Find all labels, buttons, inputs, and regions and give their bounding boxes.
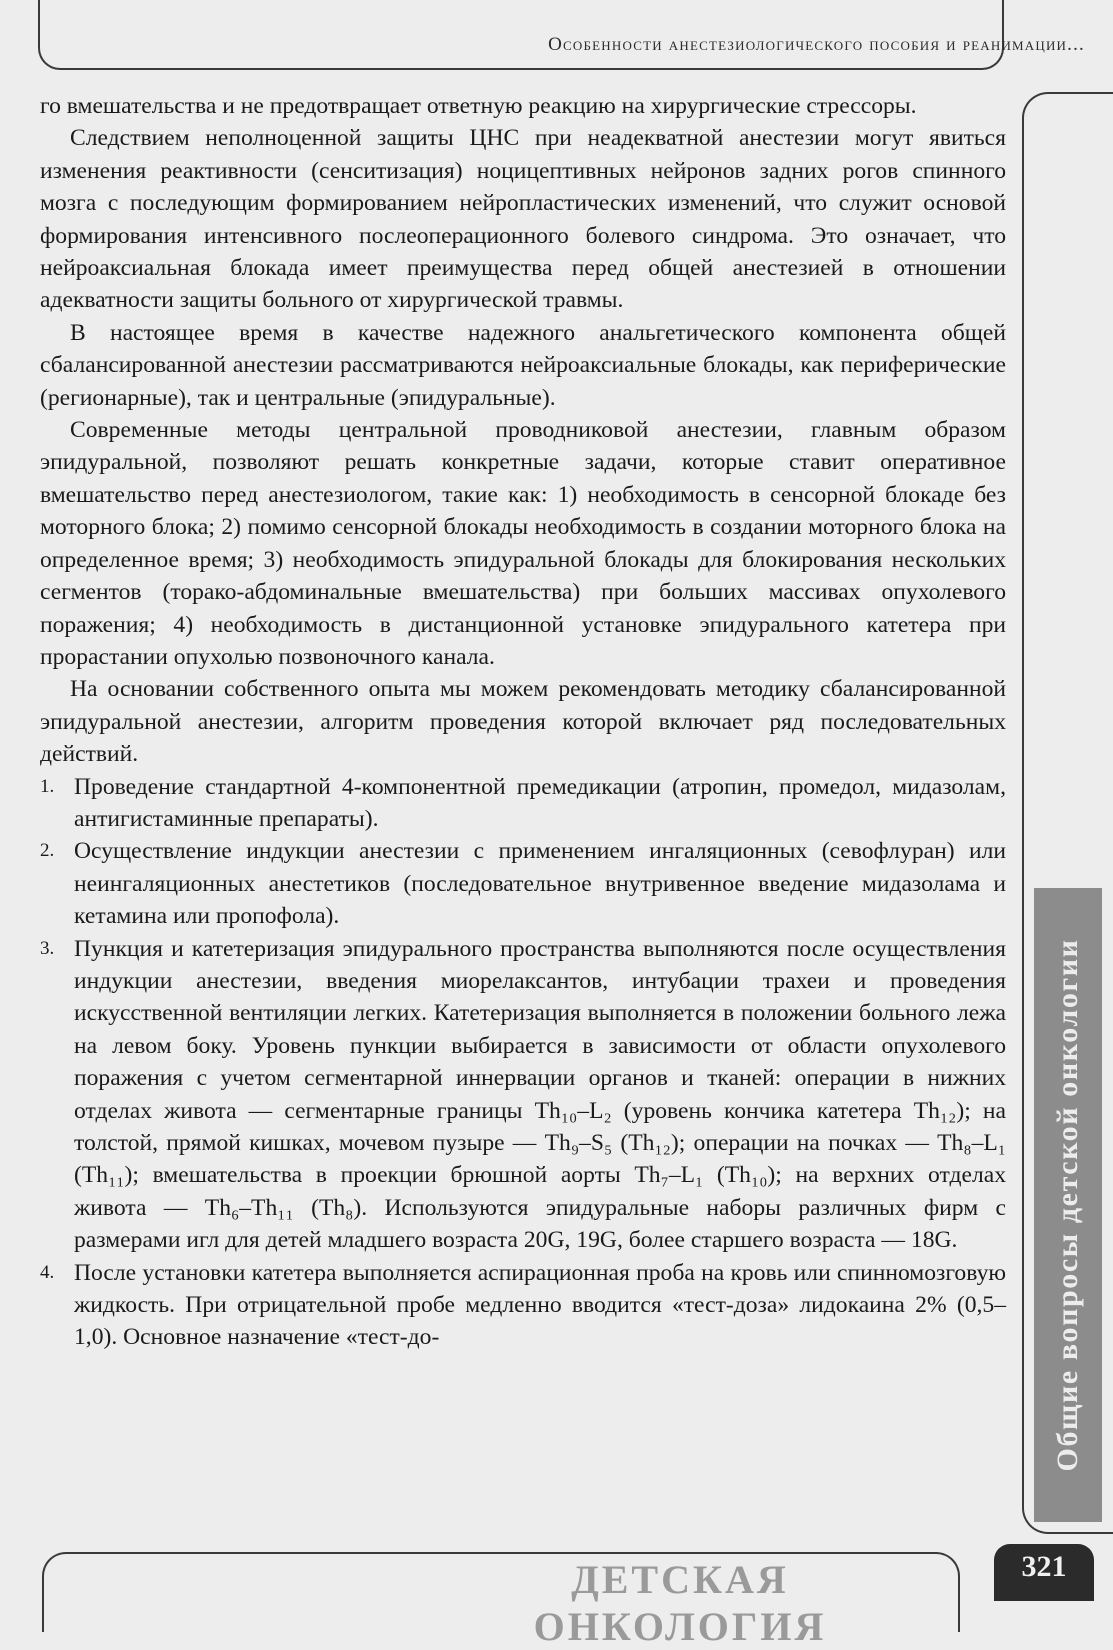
paragraph: В настоящее время в качестве надежного анальгетического компонента общей сбалансированной анестезии рассматриваются нейроаксиальные блокады, как периферические (регионарные), так и центральные (эпидуральные). (40, 319, 1006, 411)
steps-list (40, 771, 1006, 1354)
list-item-text: Осуществление индукции анестезии с применением ингаляционных (севофлуран) или неингаляционных анестетиков (последовательное внутривенное введение мидазолама и кетамина или пропофола). (74, 838, 1006, 930)
page-number: 321 (1021, 1550, 1067, 1583)
paragraph: Следствием неполноценной защиты ЦНС при неадекватной анестезии могут явиться изменения реактивности (сенситизация) ноцицептивных нейронов задних рогов спинного мозга с последующим формированием нейропластических изменений, что служит основой формирования интенсивного послеоперационного болевого синдрома. Это означает, что нейроаксиальная блокада имеет преимущества перед общей анестезией в отношении адекватности защиты больного от хирургической травмы. (40, 125, 1006, 314)
list-item (40, 771, 1006, 836)
page-body (40, 90, 1006, 1354)
list-item (40, 835, 1006, 932)
side-tab-label: Общие вопросы детской онкологии (1051, 938, 1084, 1472)
list-item-number: 3. (40, 937, 55, 959)
list-item-text: Проведение стандартной 4-компонентной премедикации (атропин, промедол, мидазолам, антигистаминные препараты). (74, 773, 1006, 832)
running-head: Особенности анестезиологического пособия и реанимации... (548, 34, 1085, 55)
list-item-number: 1. (40, 775, 55, 797)
paragraph: го вмешательства и не предотвращает ответную реакцию на хирургические стрессоры. (40, 93, 917, 119)
list-item (40, 1257, 1006, 1354)
book-title: ДЕТСКАЯ ОНКОЛОГИЯ (533, 1557, 827, 1649)
paragraph: Современные методы центральной проводниковой анестезии, главным образом эпидуральной, позволяют решать конкретные задачи, которые ставит оперативное вмешательство перед анестезиологом, такие как: 1) необходимость в сенсорной блокаде без моторного блока; 2) помимо сенсорной блокады необходимость в создании моторного блока на определенное время; 3) необходимость эпидуральной блокады для блокирования нескольких сегментов (торако-абдоминальные вмешательства) при больших массивах опухолевого поражения; 4) необходимость в дистанционной установке эпидурального катетера при прорастании опухолью позвоночного канала. (40, 417, 1006, 670)
list-item-text: Пункция и катетеризация эпидурального пространства выполняются после осуществления индукции анестезии, введения миорелаксантов, интубации трахеи и проведения искусственной вентиляции легких. Катетеризация выполняется в положении больного лежа на левом боку. Уровень пункции выбирается в зависимости от области опухолевого поражения с учетом сегментарной иннервации органов и тканей: операции в нижних отделах живота — сегментарные границы Th₁₀–L₂ (уровень кончика катетера Th₁₂); на толстой, прямой кишках, мочевом пузыре — Th₉–S₅ (Th₁₂); операции на почках — Th₈–L₁ (Th₁₁); вмешательства в проекции брюшной аорты Th₇–L₁ (Th₁₀); на верхних отделах живота — Th₆–Th₁₁ (Th₈). Используются эпидуральные наборы различных фирм с размерами игл для детей младшего возраста 20G, 19G, более старшего возраста — 18G. (74, 935, 1006, 1254)
list-item-number: 2. (40, 840, 55, 862)
list-item-text: После установки катетера выполняется аспирационная проба на кровь или спинномозговую жидкость. При отрицательной пробе медленно вводится «тест-доза» лидокаина 2% (0,5–1,0). Основное назначение «тест-до- (74, 1259, 1006, 1351)
paragraph: На основании собственного опыта мы можем рекомендовать методику сбалансированной эпидуральной анестезии, алгоритм проведения которой включает ряд последовательных действий. (40, 676, 1006, 768)
list-item (40, 933, 1006, 1257)
list-item-number: 4. (40, 1261, 55, 1283)
